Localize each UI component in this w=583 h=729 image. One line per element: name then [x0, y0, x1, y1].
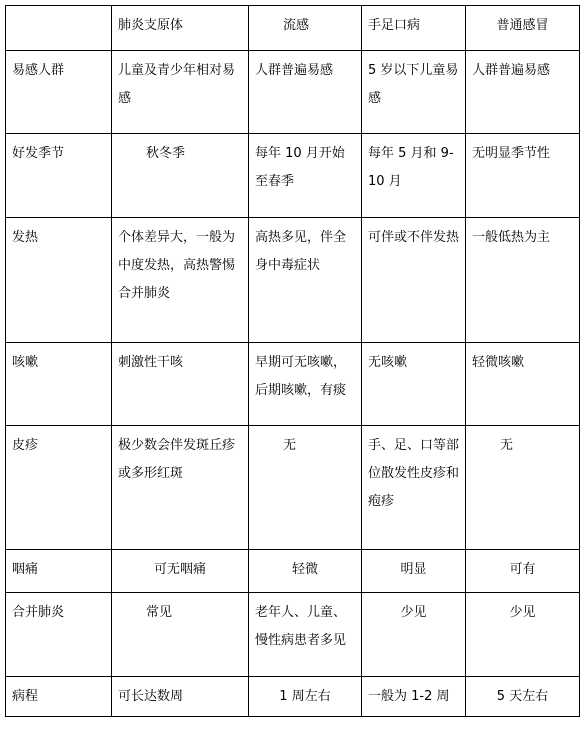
table-cell: 每年 5 月和 9-10 月	[362, 134, 466, 218]
table-cell: 少见	[362, 593, 466, 677]
table-cell: 秋冬季	[112, 134, 249, 218]
table-cell: 老年人、儿童、慢性病患者多见	[249, 593, 362, 677]
header-cell-blank	[6, 6, 112, 51]
table-cell: 每年 10 月开始至春季	[249, 134, 362, 218]
table-row	[6, 51, 580, 134]
table-cell: 少见	[466, 593, 580, 677]
table-row	[6, 593, 580, 677]
table-cell: 可无咽痛	[112, 550, 249, 593]
table-cell: 人群普遍易感	[249, 51, 362, 134]
header-cell-hfmd: 手足口病	[362, 6, 466, 51]
table-cell: 5 天左右	[466, 677, 580, 717]
table-cell: 无	[466, 426, 580, 550]
row-label: 好发季节	[6, 134, 112, 218]
header-cell-common-cold: 普通感冒	[466, 6, 580, 51]
table-cell: 儿童及青少年相对易感	[112, 51, 249, 134]
row-label: 病程	[6, 677, 112, 717]
table-row	[6, 218, 580, 343]
header-cell-influenza: 流感	[249, 6, 362, 51]
table-cell: 一般为 1-2 周	[362, 677, 466, 717]
table-cell: 可伴或不伴发热	[362, 218, 466, 343]
table-cell: 无咳嗽	[362, 343, 466, 426]
table-cell: 可有	[466, 550, 580, 593]
table-cell: 早期可无咳嗽，后期咳嗽，有痰	[249, 343, 362, 426]
table-row	[6, 134, 580, 218]
table-row	[6, 677, 580, 717]
table-cell: 5 岁以下儿童易感	[362, 51, 466, 134]
row-label: 皮疹	[6, 426, 112, 550]
table-cell: 无	[249, 426, 362, 550]
table-cell: 手、足、口等部位散发性皮疹和疱疹	[362, 426, 466, 550]
table-row	[6, 343, 580, 426]
table-row	[6, 426, 580, 550]
row-label: 易感人群	[6, 51, 112, 134]
table-cell: 个体差异大，一般为中度发热，高热警惕合并肺炎	[112, 218, 249, 343]
table-cell: 一般低热为主	[466, 218, 580, 343]
row-label: 咳嗽	[6, 343, 112, 426]
row-label: 发热	[6, 218, 112, 343]
table-cell: 高热多见，伴全身中毒症状	[249, 218, 362, 343]
header-cell-mycoplasma: 肺炎支原体	[112, 6, 249, 51]
table-cell: 明显	[362, 550, 466, 593]
table-cell: 常见	[112, 593, 249, 677]
comparison-table	[5, 5, 580, 717]
row-label: 咽痛	[6, 550, 112, 593]
table-cell: 轻微咳嗽	[466, 343, 580, 426]
table-cell: 无明显季节性	[466, 134, 580, 218]
table-cell: 1 周左右	[249, 677, 362, 717]
table-cell: 可长达数周	[112, 677, 249, 717]
table-cell: 极少数会伴发斑丘疹或多形红斑	[112, 426, 249, 550]
table-cell: 人群普遍易感	[466, 51, 580, 134]
row-label: 合并肺炎	[6, 593, 112, 677]
table-cell: 轻微	[249, 550, 362, 593]
table-row	[6, 550, 580, 593]
table-cell: 刺激性干咳	[112, 343, 249, 426]
header-row	[6, 6, 580, 51]
